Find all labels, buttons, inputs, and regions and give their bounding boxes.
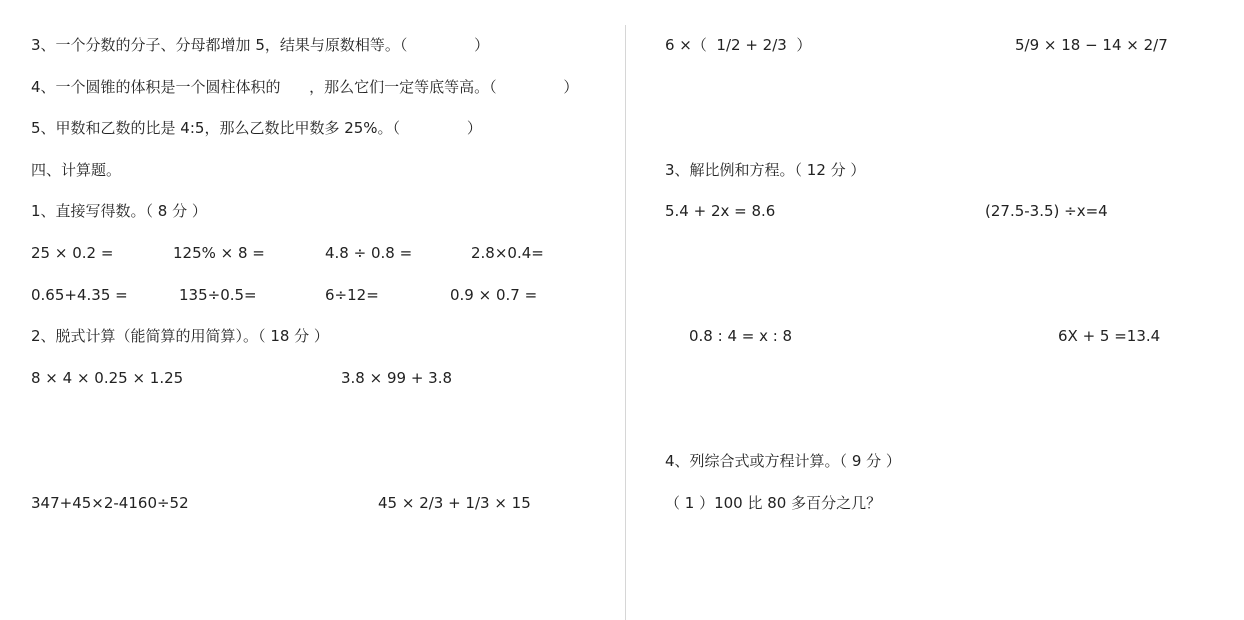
oral-calc-item: 6÷12= xyxy=(325,286,379,304)
equation-item: 0.8 : 4 = x : 8 xyxy=(689,327,793,345)
oral-calc-item: 2.8×0.4= xyxy=(471,244,544,262)
part-2-title: 2、脱式计算（能简算的用简算）。（ 18 分 ） xyxy=(31,327,329,345)
step-calc-item: 5/9 × 18 − 14 × 2/7 xyxy=(1015,36,1168,54)
part-3-title: 3、解比例和方程。（ 12 分 ） xyxy=(665,161,866,179)
oral-calc-item: 0.65+4.35 = xyxy=(31,286,128,304)
column-divider xyxy=(625,25,626,620)
oral-calc-item: 4.8 ÷ 0.8 = xyxy=(325,244,413,262)
oral-calc-item: 0.9 × 0.7 = xyxy=(450,286,538,304)
question-3: 3、一个分数的分子、分母都增加 5，结果与原数相等。（ ） xyxy=(31,36,490,54)
step-calc-item: 6 ×（ 1/2 + 2/3 ） xyxy=(665,36,812,54)
step-calc-item: 347+45×2-4160÷52 xyxy=(31,494,189,512)
step-calc-item: 3.8 × 99 + 3.8 xyxy=(341,369,453,387)
section-4-title: 四、计算题。 xyxy=(31,161,122,179)
oral-calc-item: 25 × 0.2 = xyxy=(31,244,114,262)
part-4-title: 4、列综合式或方程计算。（ 9 分 ） xyxy=(665,452,901,470)
part-1-title: 1、直接写得数。（ 8 分 ） xyxy=(31,202,207,220)
word-problem-1: （ 1 ）100 比 80 多百分之几？ xyxy=(665,494,882,512)
oral-calc-item: 125% × 8 = xyxy=(173,244,265,262)
step-calc-item: 45 × 2/3 + 1/3 × 15 xyxy=(378,494,531,512)
equation-item: (27.5-3.5) ÷x=4 xyxy=(985,202,1108,220)
equation-item: 5.4 + 2x = 8.6 xyxy=(665,202,776,220)
step-calc-item: 8 × 4 × 0.25 × 1.25 xyxy=(31,369,184,387)
question-5: 5、甲数和乙数的比是 4:5，那么乙数比甲数多 25%。（ ） xyxy=(31,119,482,137)
oral-calc-item: 135÷0.5= xyxy=(179,286,257,304)
question-4: 4、一个圆锥的体积是一个圆柱体积的 ，那么它们一定等底等高。（ ） xyxy=(31,78,579,96)
equation-item: 6X + 5 =13.4 xyxy=(1058,327,1161,345)
